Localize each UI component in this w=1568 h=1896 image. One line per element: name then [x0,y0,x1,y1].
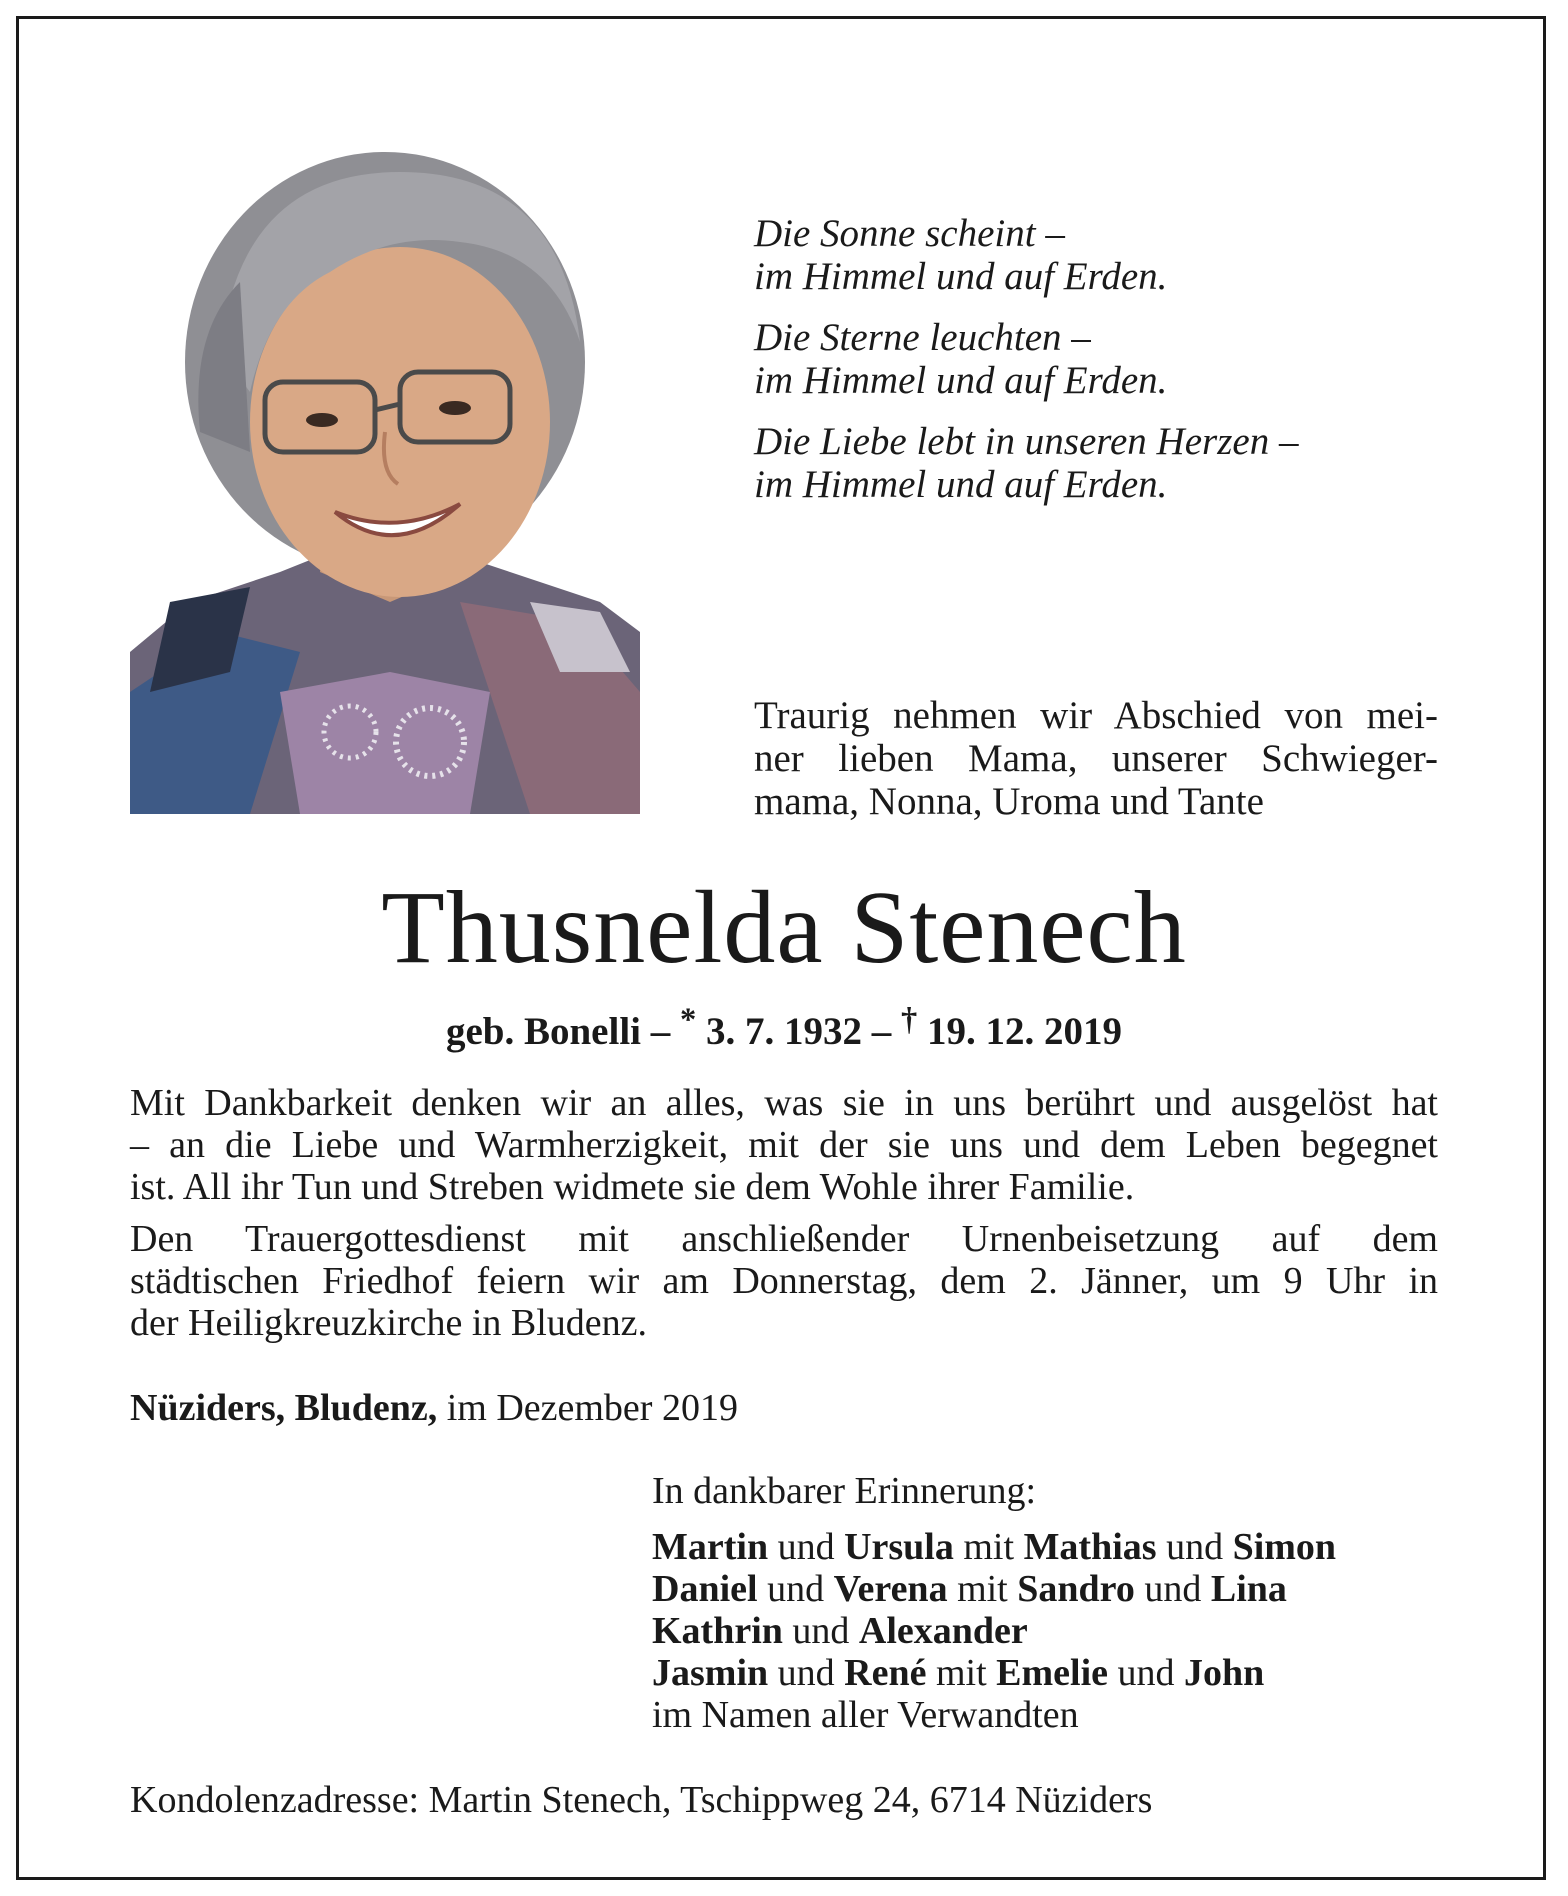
mourner-row [652,1526,1452,1568]
connector: mit [963,1526,1015,1568]
portrait-illustration [130,132,640,814]
place-date: im Dezember 2019 [446,1387,738,1429]
connector: und [777,1526,835,1568]
mourner-name: Ursula [844,1526,954,1568]
mourner-row [652,1610,1452,1652]
mourner-name: Sandro [1017,1568,1135,1610]
dash-separator: – [871,1010,892,1053]
mourner-name: Lina [1210,1568,1287,1610]
death-date: 19. 12. 2019 [927,1010,1123,1053]
mourners-heading: In dankbarer Erinnerung: [652,1470,1037,1512]
mourner-name: Kathrin [652,1610,783,1652]
connector: und [1117,1652,1175,1694]
gratitude-paragraph [130,1082,1438,1208]
place-and-date [130,1386,738,1430]
poem-stanza [754,316,1474,402]
poem-line: im Himmel und auf Erden. [754,359,1168,402]
intro-line: Traurig nehmen wir Abschied von mei- [754,694,1438,737]
connector: und [792,1610,850,1652]
mourner-name: Verena [833,1568,948,1610]
poem-stanza [754,212,1474,298]
mourner-name: Emelie [996,1652,1108,1694]
portrait-photo [130,132,640,814]
connector: mit [957,1568,1008,1610]
poem-line: im Himmel und auf Erden. [754,255,1168,298]
mourner-name: Martin [652,1526,769,1568]
mourner-row [652,1652,1452,1694]
deceased-name: Thusnelda Stenech [381,870,1187,985]
poem [754,212,1474,524]
death-mark: † [901,1002,918,1038]
connector: und [777,1652,835,1694]
mourners-closing: im Namen aller Verwandten [652,1694,1079,1736]
birth-date: 3. 7. 1932 [706,1010,863,1053]
paragraph-line: Den Trauergottesdienst mit anschließender Urnenbeisetzung auf dem [130,1218,1438,1260]
connector: mit [935,1652,987,1694]
birth-name: geb. Bonelli [445,1010,642,1053]
mourner-name: Jasmin [652,1652,769,1694]
intro-line: mama, Nonna, Uroma und Tante [754,780,1264,823]
service-paragraph [130,1218,1438,1344]
birth-death-dates [0,996,1568,1056]
dash-separator: – [650,1010,671,1053]
connector: und [1166,1526,1224,1568]
paragraph-line: ist. All ihr Tun und Streben widmete sie dem Wohle ihrer Familie. [130,1166,1135,1208]
paragraph-line: – an die Liebe und Warmherzigkeit, mit der sie uns und dem Leben begegnet [130,1124,1438,1166]
paragraph-line: der Heiligkreuzkirche in Bludenz. [130,1302,648,1344]
mourners-list [652,1470,1452,1736]
mourner-name: Daniel [652,1568,758,1610]
place-location: Nüziders, Bludenz, [130,1387,438,1429]
mourner-name: Simon [1232,1526,1337,1568]
mourner-name: Mathias [1023,1526,1157,1568]
connector: und [767,1568,825,1610]
birth-mark: * [680,1002,697,1038]
paragraph-line: Mit Dankbarkeit denken wir an alles, was sie in uns berührt und ausgelöst hat [130,1082,1438,1124]
mourner-name: John [1184,1652,1265,1694]
intro-line: ner lieben Mama, unserer Schwieger- [754,737,1438,780]
poem-line: Die Sonne scheint – [754,212,1065,255]
paragraph-line: städtischen Friedhof feiern wir am Donnerstag, dem 2. Jänner, um 9 Uhr in [130,1260,1438,1302]
poem-line: im Himmel und auf Erden. [754,463,1168,506]
mourner-name: René [844,1652,927,1694]
mourner-row [652,1568,1452,1610]
condolence-address: Kondolenzadresse: Martin Stenech, Tschippweg 24, 6714 Nüziders [130,1779,1153,1821]
connector: und [1144,1568,1202,1610]
poem-line: Die Liebe lebt in unseren Herzen – [754,420,1299,463]
poem-line: Die Sterne leuchten – [754,316,1091,359]
mourner-name: Alexander [858,1610,1028,1652]
poem-stanza [754,420,1474,506]
farewell-intro [754,694,1438,823]
